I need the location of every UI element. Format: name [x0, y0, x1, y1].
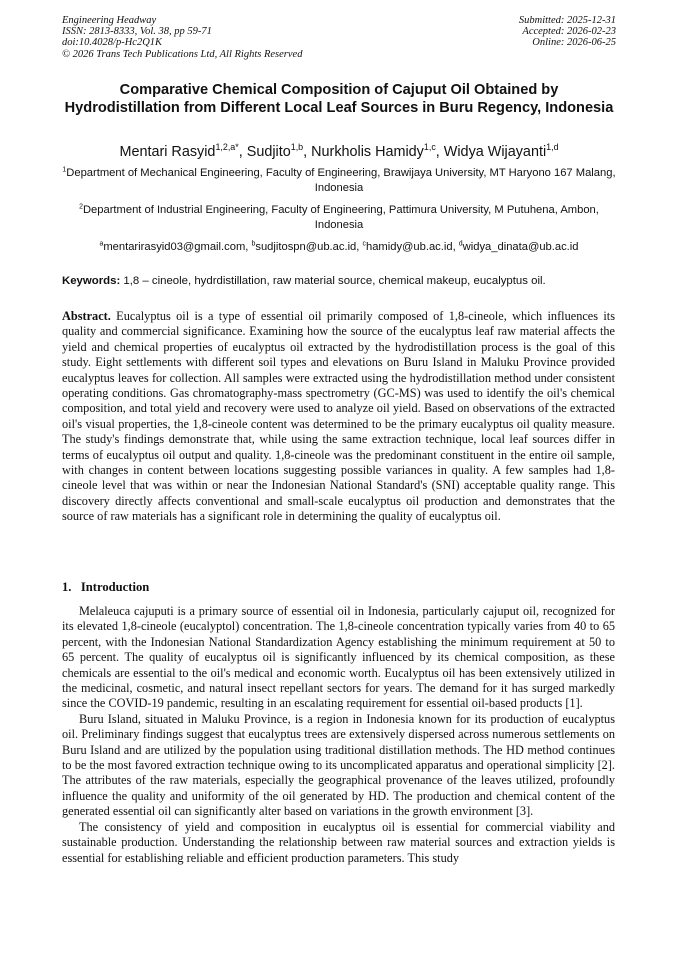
introduction-body — [62, 604, 615, 866]
paragraph: Buru Island, situated in Maluku Province, is a region in Indonesia known for its production of eucalyptus oil. Preliminary findings suggest that eucalyptus trees are extensively dispersed across numerous settlements on Buru Island and are utilized by the population using traditional distillation methods. The HD method continues to be the most favored extraction technique owing to its uncomplicated apparatus and operational simplicity [2]. The attributes of the raw materials, especially the geographical provenance of the leaves utilized, profoundly influence the quality and uniformity of the oil generated by HD. The production and chemical content of the generated essential oil can significantly alter based on variations in the growth environment [3]. — [62, 711, 615, 819]
affiliation-1: $^1$Department of Mechanical Engineering, Faculty of Engineering, Brawijaya University, MT Haryono 167 Malang, Indonesia — [62, 166, 616, 195]
issn-line: ISSN: 2813-8333, Vol. 38, pp 59-71 — [62, 26, 212, 38]
online-date: Online: 2026-06-25 — [532, 37, 616, 49]
submitted-date: Submitted: 2025-12-31 — [518, 15, 616, 26]
journal-header — [62, 15, 302, 60]
abstract-text: Eucalyptus oil is a type of essential oil primarily composed of 1,8-cineole, which influences its quality and commercial significance. Examining how the source of the eucalyptus leaf raw material affects the yield and chemical properties of eucalyptus oil extracted by the hydrodistillation process is the goal of this study. Eight settlements with different soil types and elevations on Buru Island in Maluku Province provided eucalyptus leaves for collection. All samples were extracted using the hydrodistillation method under consistent operating conditions. Gas chromatography-mass spectrometry (GC-MS) was used to identify the oil's chemical composition, and total yield and recovery were used to analyze oil yield. Based on observations of the extracted oil's visual properties, the 1,8-cineole content was determined to be the primary eucalyptus oil quality measure. The study's findings demonstrate that, while using the same extraction technique, local leaf sources differ in terms of eucalyptus oil output and quality. 1,8-cineole was the predominant constituent in the entire oil sample, with changes in content between locations suggesting possible variances in quality. A few samples had 1,8-cineole level that was within or near the Indonesian National Standard's (SNI) acceptable quality range. This discovery directly affects conventional and small-scale eucalyptus oil production and demonstrates that the source of raw materials has a significant role in determining the quality of eucalyptus oil. — [62, 309, 615, 524]
affiliation-2: $^2$Department of Industrial Engineering, Faculty of Engineering, Pattimura University, M Putuhena, Ambon, Indonesia — [79, 203, 599, 232]
copyright-line: © 2026 Trans Tech Publications Ltd, All Rights Reserved — [62, 48, 303, 60]
accepted-date: Accepted: 2026-02-23 — [522, 26, 616, 38]
author: Widya Wijayanti$^{1,d}$ — [443, 142, 559, 160]
email-link[interactable]: $^a$mentarirasyid03@gmail.com — [99, 240, 246, 253]
doi-line[interactable]: doi:10.4028/p-Hc2Q1K — [62, 37, 163, 49]
paper-title: Comparative Chemical Composition of Cajuput Oil Obtained by Hydrodistillation from Different Local Leaf Sources in Buru Regency, Indonesia — [64, 82, 614, 116]
abstract-label: Abstract. — [62, 309, 111, 323]
email-link[interactable]: $^c$hamidy@ub.ac.id — [362, 240, 453, 253]
author-list — [40, 143, 638, 161]
dates-header — [519, 15, 616, 49]
keywords — [62, 274, 622, 288]
paragraph: Melaleuca cajuputi is a primary source of essential oil in Indonesia, particularly cajuput oil, recognized for its elevated 1,8-cineole (eucalyptol) concentration. The 1,8-cineole concentration typically varies from 40 to 65 percent, with the Indonesian National Standardization Agency establishing the minimum requirement at 50 to 65 percent. The quality of eucalyptus oil is significantly influenced by its chemical composition, as these chemicals are essential to the oil's medical and economic worth. Eucalyptus oil has been extensively utilized in the medicinal, cosmetic, and natural insect repellant sectors for years. The demand for it has surged markedly since the COVID-19 pandemic, resulting in an escalating requirement for essential oil-based products [1]. — [62, 604, 615, 711]
keywords-text: 1,8 – cineole, hydrdistillation, raw material source, chemical makeup, eucalyptus oil. — [120, 275, 546, 287]
email-link[interactable]: $^b$sudjitospn@ub.ac.id — [251, 240, 357, 253]
email-link[interactable]: $^d$widya_dinata@ub.ac.id — [458, 240, 579, 253]
abstract — [62, 309, 615, 525]
journal-name: Engineering Headway — [62, 15, 157, 26]
paragraph: The consistency of yield and composition in eucalyptus oil is essential for commercial viability and sustainable production. Understanding the relationship between raw material sources and extraction yields is essential for establishing reliable and efficient production parameters. This study — [62, 819, 615, 865]
author: Nurkholis Hamidy$^{1,c}$, — [311, 142, 444, 160]
section-heading-introduction: 1. Introduction — [62, 580, 150, 594]
email-list: $^a$mentarirasyid03@gmail.com, $^b$sudjitospn@ub.ac.id, $^c$hamidy@ub.ac.id, $^d$widya_dinata@ub.ac.id — [99, 240, 579, 253]
keywords-label: Keywords: — [62, 275, 121, 287]
author: Mentari Rasyid$^{1,2,a*}$, — [119, 142, 247, 160]
author: Sudjito$^{1,b}$, — [246, 142, 312, 160]
